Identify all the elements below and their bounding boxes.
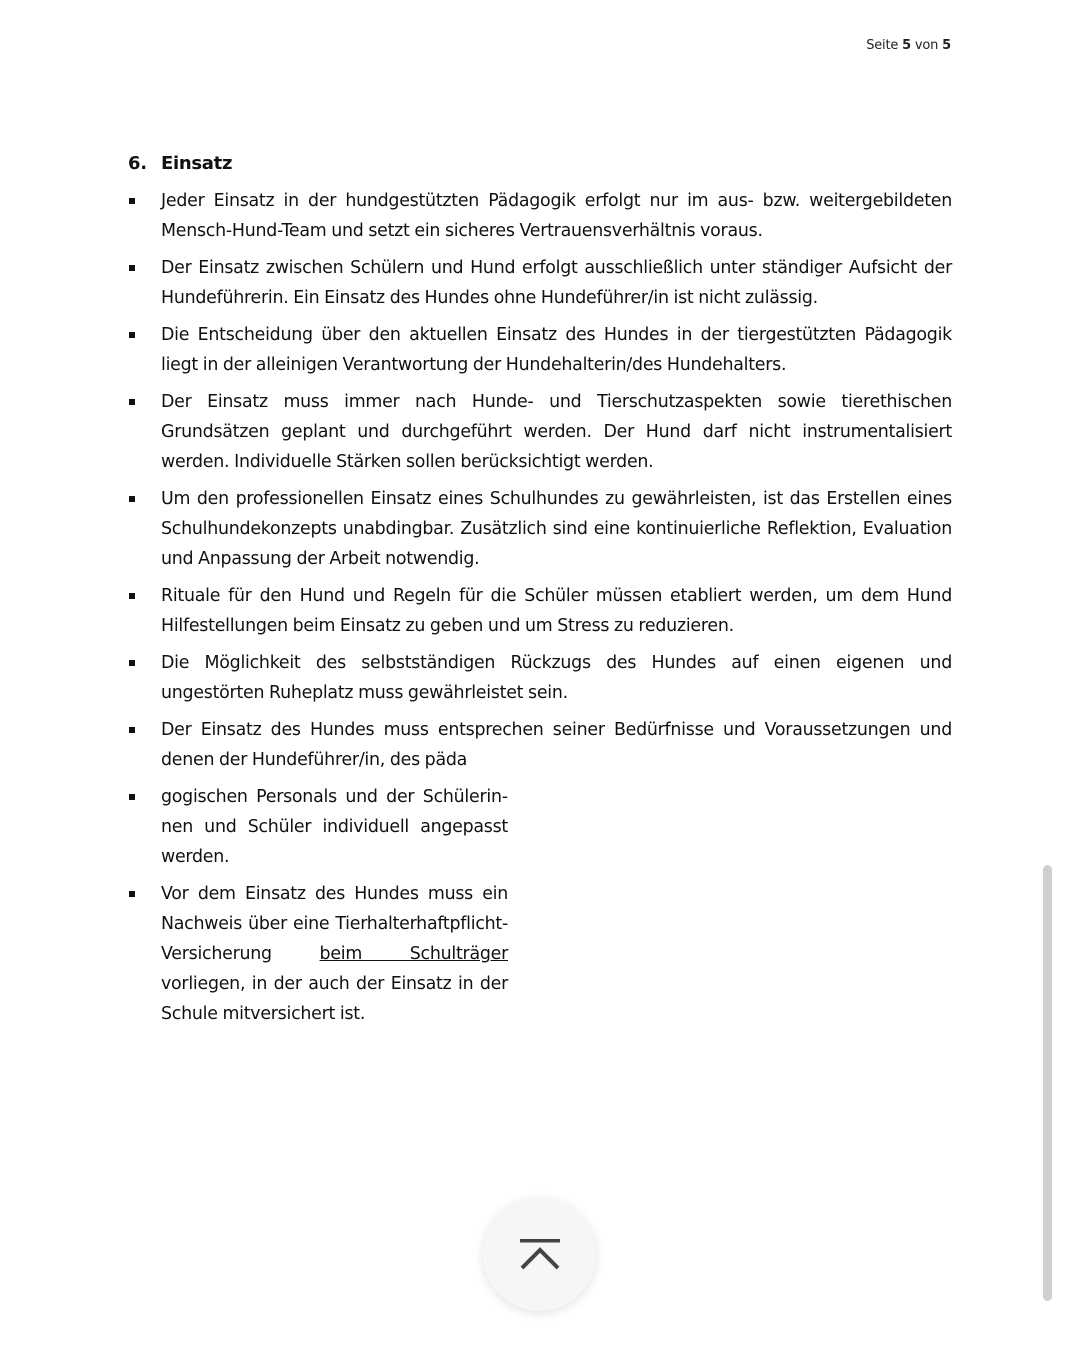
- list-item: Um den professionellen Einsatz eines Schulhundes zu gewährleisten, ist das Erstellen eines Schulhundekonzepts unabdingbar. Zusätzlich sind eine kontinuierliche Reflektion, Evaluation und Anpassung der Arbeit notwendig.: [128, 484, 952, 574]
- bullet-icon: [129, 794, 135, 800]
- bullet-icon: [129, 660, 135, 666]
- chevron-up-bar-icon: [518, 1237, 562, 1273]
- current-page: 5: [902, 38, 911, 53]
- bullet-icon: [129, 727, 135, 733]
- bullet-icon: [129, 593, 135, 599]
- list-item: gogischen Personals und der Schülerinnen und Schüler individuell angepasst werden.: [128, 782, 508, 872]
- scrollbar-thumb[interactable]: [1043, 865, 1052, 1301]
- list-item: Der Einsatz des Hundes muss entsprechen seiner Bedürfnisse und Voraussetzungen und denen der Hundeführer/in, des päda: [128, 715, 952, 775]
- list-item: Vor dem Einsatz des Hundes muss ein Nachweis über eine Tierhalterhaftpflicht-Versicherung beim Schulträger vorliegen, in der auch der Einsatz in der Schule mitversichert ist.: [128, 879, 508, 1029]
- page-separator: von: [914, 38, 939, 53]
- bullet-icon: [129, 332, 135, 338]
- bullet-icon: [129, 399, 135, 405]
- bullet-list: [128, 186, 952, 1029]
- list-item: Der Einsatz muss immer nach Hunde- und Tierschutzaspekten sowie tierethischen Grundsätzen geplant und durchgeführt werden. Der Hund darf nicht instrumentalisiert werden. Individuelle Stärken sollen berücksichtigt werden.: [128, 387, 952, 477]
- list-item: Die Möglichkeit des selbstständigen Rückzugs des Hundes auf einen eigenen und ungestörten Ruheplatz muss gewährleistet sein.: [128, 648, 952, 708]
- page-prefix: Seite: [866, 38, 899, 53]
- page-number: [866, 38, 951, 53]
- bullet-icon: [129, 198, 135, 204]
- section-einsatz: [128, 150, 952, 1036]
- bullet-icon: [129, 265, 135, 271]
- list-item: Die Entscheidung über den aktuellen Einsatz des Hundes in der tiergestützten Pädagogik liegt in der alleinigen Verantwortung der Hundehalterin/des Hundehalters.: [128, 320, 952, 380]
- section-number: 6.: [128, 152, 147, 174]
- list-item: Jeder Einsatz in der hundgestützten Pädagogik erfolgt nur im aus- bzw. weitergebildeten Mensch-Hund-Team und setzt ein sicheres Vertrauensverhältnis voraus.: [128, 186, 952, 246]
- list-item: Der Einsatz zwischen Schülern und Hund erfolgt ausschließlich unter ständiger Aufsicht der Hundeführerin. Ein Einsatz des Hundes ohne Hundeführer/in ist nicht zulässig.: [128, 253, 952, 313]
- back-to-top-button[interactable]: [483, 1198, 596, 1311]
- underlined-text: beim Schulträger: [319, 944, 508, 964]
- bullet-icon: [129, 496, 135, 502]
- total-pages: 5: [942, 38, 951, 53]
- section-title: Einsatz: [161, 152, 233, 174]
- list-item: Rituale für den Hund und Regeln für die Schüler müssen etabliert werden, um dem Hund Hilfestellungen beim Einsatz zu geben und um Stress zu reduzieren.: [128, 581, 952, 641]
- section-heading: [128, 150, 952, 176]
- bullet-icon: [129, 891, 135, 897]
